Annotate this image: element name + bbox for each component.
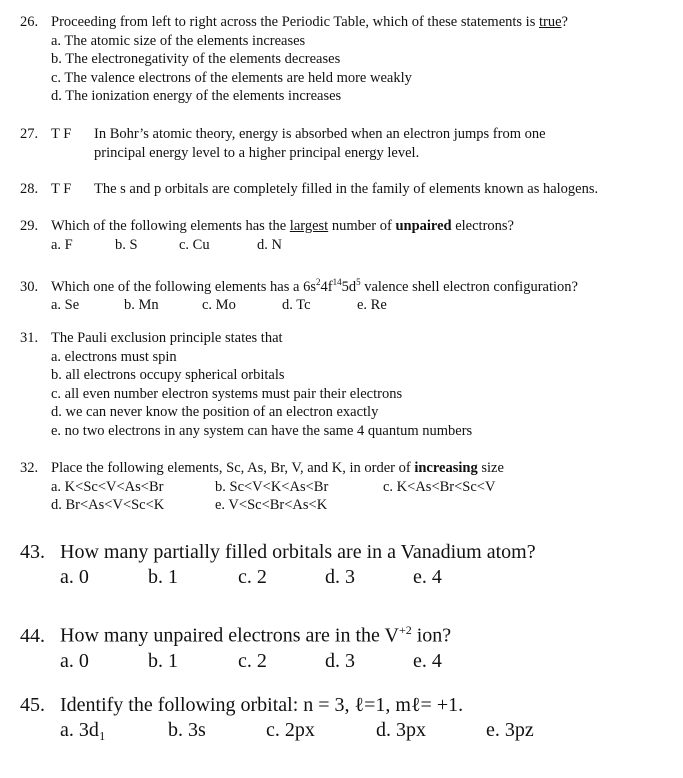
option: b. 1 <box>148 649 178 672</box>
question-emphasis: largest <box>289 218 329 234</box>
true-false-marker: T F <box>51 181 72 197</box>
question-number: 44. <box>20 624 45 647</box>
question-text: The s and p orbitals are completely filled in the family of elements known as halogens. <box>94 181 599 197</box>
question-text: The Pauli exclusion principle states that <box>51 330 283 346</box>
question-text: electrons? <box>455 218 514 234</box>
option: a. 0 <box>60 649 89 672</box>
question-44 <box>20 618 451 674</box>
superscript: +2 <box>398 623 412 637</box>
question-43 <box>20 540 536 590</box>
question-number: 27. <box>20 126 39 142</box>
question-28 <box>20 180 598 199</box>
option: e. Re <box>357 297 387 314</box>
option: d. The ionization energy of the elements increases <box>51 88 342 104</box>
question-number: 26. <box>20 14 39 30</box>
question-number: 45. <box>20 694 45 716</box>
question-end: ? <box>561 14 568 30</box>
option: d. 3px <box>376 719 426 741</box>
question-text: size <box>481 460 504 476</box>
option: e. 4 <box>413 649 442 672</box>
question-text: Which one of the following elements has a 6s <box>51 278 316 295</box>
option: b. The electronegativity of the elements decreases <box>51 51 341 67</box>
question-text: 4f <box>320 278 333 295</box>
superscript: 5 <box>356 277 361 287</box>
question-number: 32. <box>20 460 39 476</box>
option: c. The valence electrons of the elements are held more weakly <box>51 69 412 86</box>
question-29 <box>20 217 514 254</box>
option: a. Se <box>51 297 80 314</box>
question-text: How many unpaired electrons are in the V <box>60 624 399 647</box>
option: c. 2 <box>238 566 267 588</box>
question-text: 5d <box>341 278 357 295</box>
option: d. Br<As<V<Sc<K <box>51 497 165 513</box>
question-text: Which of the following elements has the <box>51 218 287 234</box>
option: b. S <box>115 236 138 253</box>
question-32 <box>20 459 504 515</box>
option: b. Mn <box>124 297 159 314</box>
option: c. all even number electron systems must pair their electrons <box>51 385 403 402</box>
question-number: 43. <box>20 541 45 563</box>
option: d. N <box>257 236 282 253</box>
option: c. Cu <box>179 236 210 253</box>
question-number: 31. <box>20 330 39 346</box>
option: c. K<As<Br<Sc<V <box>383 478 496 495</box>
option: d. 3 <box>325 649 355 672</box>
option: b. Sc<V<K<As<Br <box>215 478 329 495</box>
question-text: valence shell electron configuration? <box>364 278 578 295</box>
option: d. 3 <box>325 566 355 588</box>
question-text: Place the following elements, Sc, As, Br, V, and K, in order of <box>51 460 411 476</box>
option: e. no two electrons in any system can have the same 4 quantum numbers <box>51 422 473 439</box>
question-45 <box>20 693 534 743</box>
question-number: 28. <box>20 181 39 197</box>
question-27 <box>20 125 546 162</box>
option: a. The atomic size of the elements increases <box>51 32 306 49</box>
superscript: 14 <box>332 277 342 287</box>
option: a. K<Sc<V<As<Br <box>51 478 164 495</box>
option: d. Tc <box>282 297 311 314</box>
option: a. F <box>51 236 73 253</box>
option: e. 4 <box>413 566 442 588</box>
question-emphasis-bold: increasing <box>414 460 478 476</box>
option: d. we can never know the position of an electron exactly <box>51 404 379 420</box>
option: e. V<Sc<Br<As<K <box>215 497 328 513</box>
option: a. electrons must spin <box>51 348 177 365</box>
question-text: In Bohr’s atomic theory, energy is absorbed when an electron jumps from one <box>94 126 546 142</box>
superscript: 2 <box>315 277 321 287</box>
question-text: number of <box>331 218 392 234</box>
option: a. 0 <box>60 566 89 588</box>
question-26-stem <box>20 13 568 32</box>
true-false-marker: T F <box>51 126 72 142</box>
option: b. 3s <box>168 719 206 741</box>
option: e. 3pz <box>486 719 534 741</box>
question-emphasis: true <box>538 14 562 30</box>
option: a. 3d₁ <box>60 719 106 741</box>
option: c. 2 <box>238 649 267 672</box>
question-number: 29. <box>20 218 39 234</box>
option: b. 1 <box>148 566 178 588</box>
question-emphasis-bold: unpaired <box>395 218 452 234</box>
question-text: ion? <box>416 624 452 647</box>
question-text: How many partially filled orbitals are in a Vanadium atom? <box>60 541 536 563</box>
option: c. Mo <box>202 297 236 314</box>
question-26 <box>20 13 568 106</box>
option: c. 2px <box>266 719 315 741</box>
question-text: Proceeding from left to right across the Periodic Table, which of these statements is <box>51 14 536 30</box>
option: b. all electrons occupy spherical orbitals <box>51 367 285 383</box>
question-30 <box>20 273 578 315</box>
question-text: Identify the following orbital: n = 3, ℓ=1, mℓ= +1. <box>60 694 464 716</box>
question-31 <box>20 329 472 440</box>
question-number: 30. <box>20 278 39 295</box>
question-text-continued: principal energy level to a higher principal energy level. <box>94 144 420 161</box>
